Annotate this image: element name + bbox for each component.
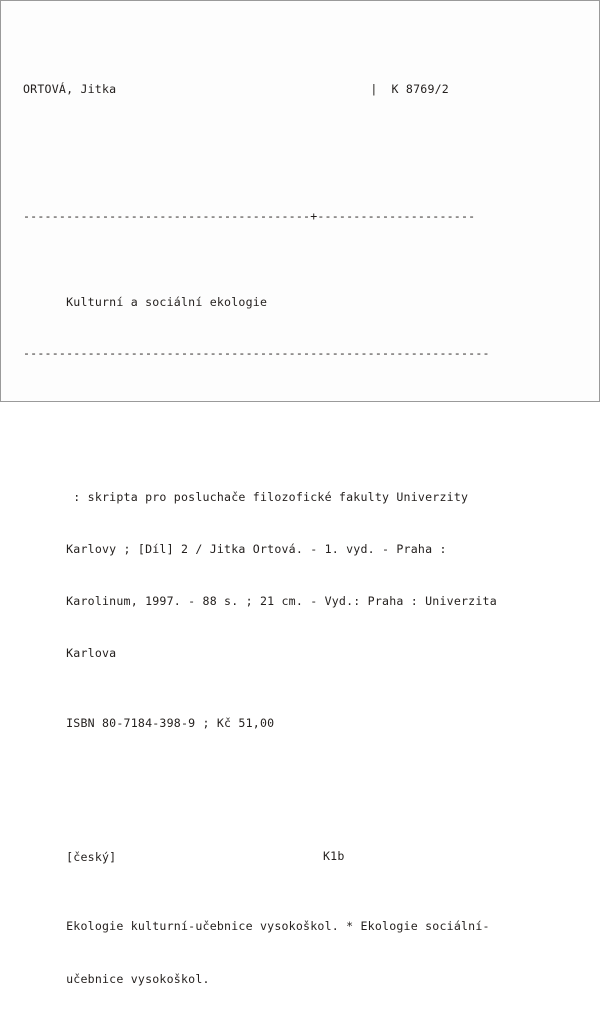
statement-line-1 xyxy=(23,471,579,504)
statement-line-3 xyxy=(23,576,579,609)
statement-text-4: Karlova xyxy=(66,646,117,661)
language-line xyxy=(23,831,579,864)
title-line xyxy=(23,276,579,309)
catalog-record-text xyxy=(1,1,601,986)
rule-above-title: ----------------------------------------+---------------------- xyxy=(23,209,476,224)
statement-line-4 xyxy=(23,628,579,661)
author-name: ORTOVÁ, Jitka xyxy=(23,82,117,97)
isbn-price-text: ISBN 80-7184-398-9 ; Kč 51,00 xyxy=(66,715,275,730)
isbn-price-line xyxy=(23,698,579,730)
subject-text-1: Ekologie kulturní-učebnice vysokoškol. * Ekologie sociální- xyxy=(66,919,490,934)
header-line xyxy=(23,81,579,98)
title-text: Kulturní a sociální ekologie xyxy=(66,294,268,309)
language-text: [český] xyxy=(66,849,117,864)
rule-below-title: ----------------------------------------------------------------- xyxy=(23,345,490,360)
spacer-before-language xyxy=(23,767,579,779)
spacer-after-rule xyxy=(23,413,579,419)
vertical-bar-separator: | xyxy=(370,82,378,97)
spacer-after-header xyxy=(23,151,579,157)
subject-line-1 xyxy=(23,901,579,934)
statement-line-2 xyxy=(23,524,579,556)
statement-text-3: Karolinum, 1997. - 88 s. ; 21 cm. - Vyd.: Praha : Univerzita xyxy=(66,594,497,609)
statement-text-1: : skripta pro posluchače filozofické fakulty Univerzity xyxy=(66,489,469,504)
subject-line-2 xyxy=(23,953,579,986)
call-number: K 8769/2 xyxy=(391,82,449,97)
statement-text-2: Karlovy ; [Díl] 2 / Jitka Ortová. - 1. vyd. - Praha : xyxy=(66,541,447,556)
subject-text-2: učebnice vysokoškol. xyxy=(66,971,210,986)
classification-code: K1b xyxy=(323,849,345,864)
